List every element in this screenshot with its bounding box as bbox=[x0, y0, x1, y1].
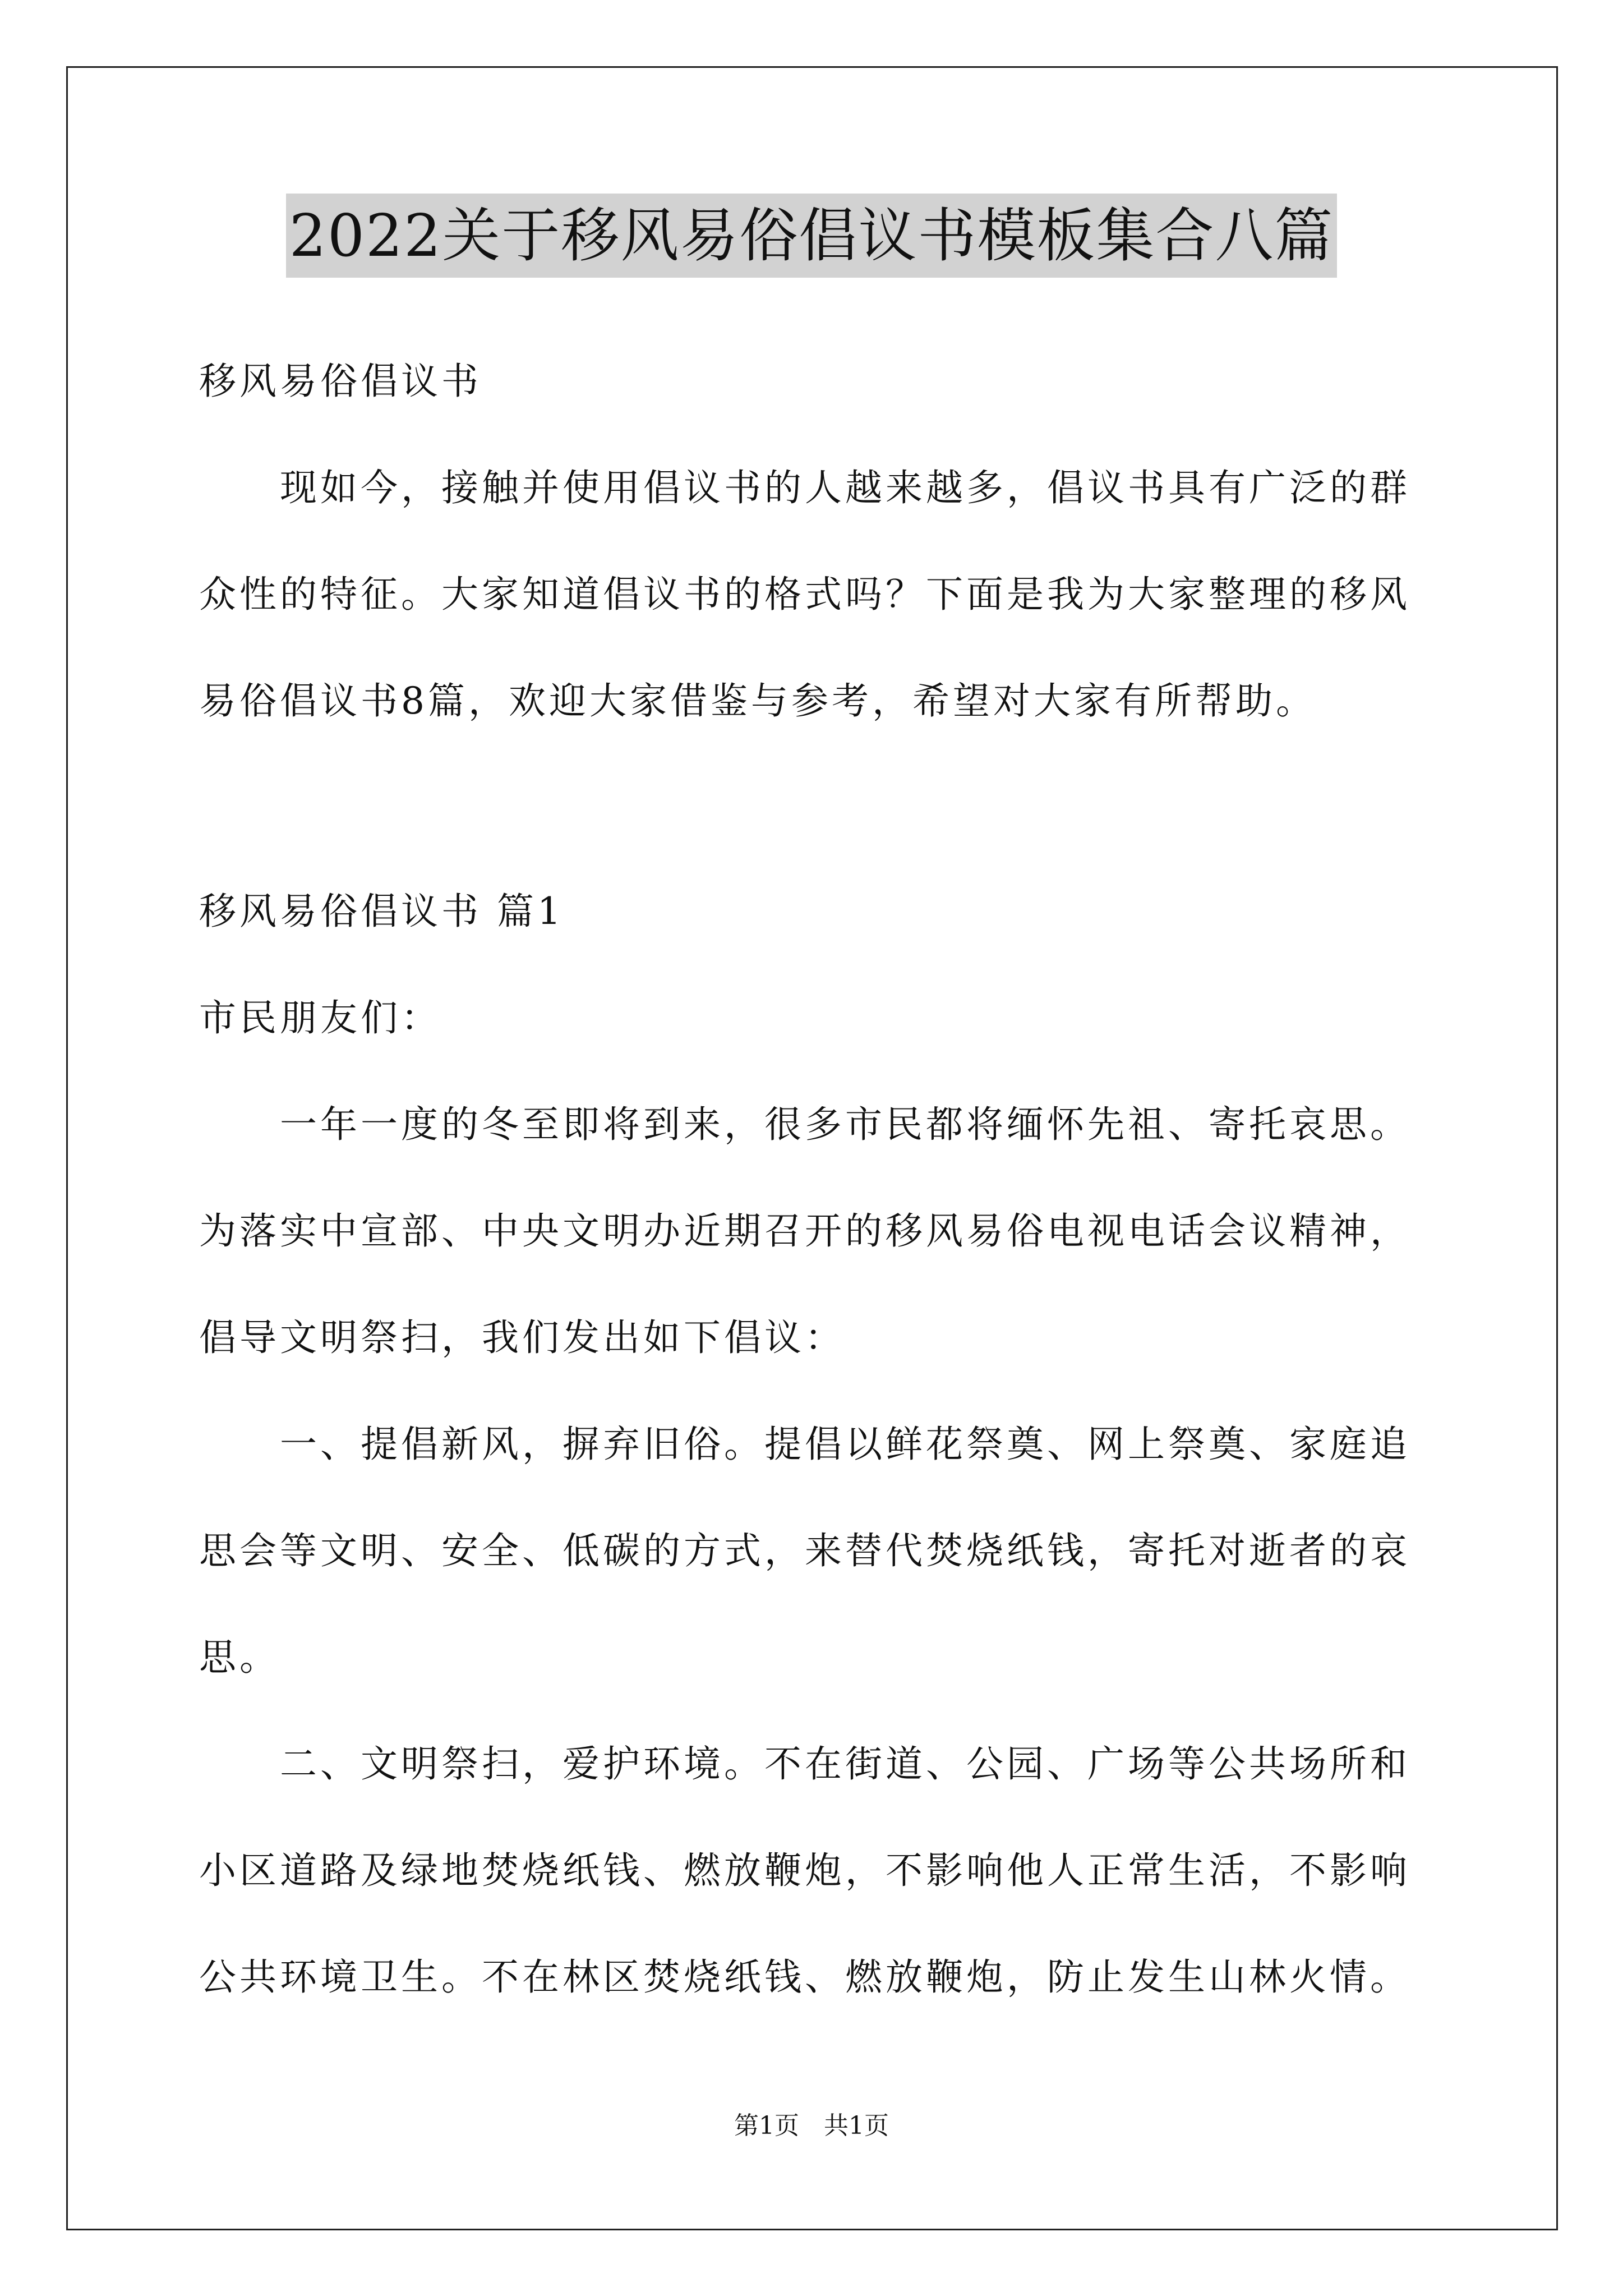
paragraph-line: 倡导文明祭扫，我们发出如下倡议： bbox=[199, 1316, 845, 1359]
section-heading: 移风易俗倡议书 bbox=[199, 360, 482, 403]
page-footer: 第1页 共1页 bbox=[734, 2111, 889, 2140]
paragraph-line: 一年一度的冬至即将到来，很多市民都将缅怀先祖、寄托哀思。 bbox=[199, 1103, 1410, 1146]
paragraph-line: 现如今，接触并使用倡议书的人越来越多，倡议书具有广泛的群 bbox=[199, 466, 1410, 509]
paragraph-line: 一、提倡新风，摒弃旧俗。提倡以鲜花祭奠、网上祭奠、家庭追 bbox=[199, 1423, 1410, 1466]
section-heading: 移风易俗倡议书 篇1 bbox=[199, 890, 564, 933]
paragraph-line: 公共环境卫生。不在林区焚烧纸钱、燃放鞭炮，防止发生山林火情。 bbox=[199, 1955, 1410, 1999]
paragraph-line: 易俗倡议书8篇，欢迎大家借鉴与参考，希望对大家有所帮助。 bbox=[199, 679, 1316, 723]
paragraph-line: 思。 bbox=[199, 1636, 280, 1679]
document-title: 2022关于移风易俗倡议书模板集合八篇 bbox=[286, 194, 1338, 278]
paragraph-line: 为落实中宣部、中央文明办近期召开的移风易俗电视电话会议精神， bbox=[199, 1209, 1410, 1253]
paragraph-line: 小区道路及绿地焚烧纸钱、燃放鞭炮，不影响他人正常生活，不影响 bbox=[199, 1849, 1410, 1892]
paragraph-line: 众性的特征。大家知道倡议书的格式吗？下面是我为大家整理的移风 bbox=[199, 573, 1410, 616]
title-container bbox=[0, 194, 1623, 278]
salutation: 市民朋友们： bbox=[199, 996, 441, 1039]
paragraph-line: 二、文明祭扫，爱护环境。不在街道、公园、广场等公共场所和 bbox=[199, 1742, 1410, 1786]
paragraph-line: 思会等文明、安全、低碳的方式，来替代焚烧纸钱，寄托对逝者的哀 bbox=[199, 1529, 1410, 1572]
